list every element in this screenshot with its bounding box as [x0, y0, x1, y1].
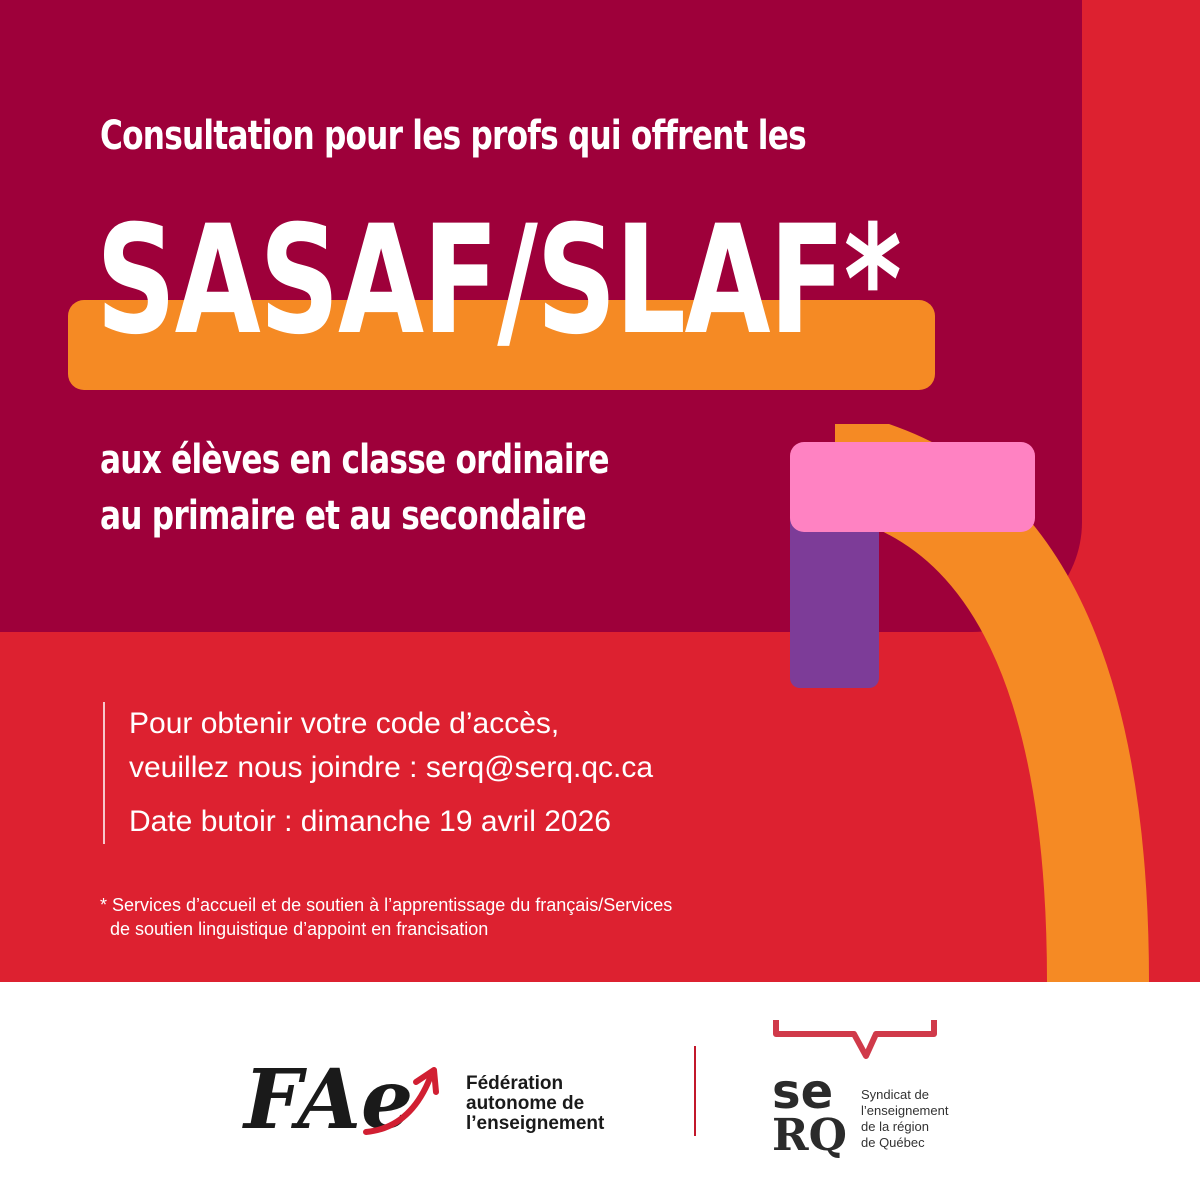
fae-name-line-2: autonome de: [466, 1093, 585, 1114]
footnote-line-2: de soutien linguistique d’appoint en francisation: [110, 919, 489, 939]
fae-name-line-3: l’enseignement: [466, 1113, 605, 1134]
fae-name-line-1: Fédération: [466, 1073, 564, 1094]
footnote: [100, 893, 672, 941]
access-code-text: Pour obtenir votre code d’accès,: [129, 707, 560, 740]
headline-top: Consultation pour les profs qui offrent les: [100, 113, 806, 159]
serq-name-line-1: Syndicat de: [861, 1087, 929, 1102]
fae-logo: [238, 1036, 448, 1146]
footer-divider: [694, 1046, 696, 1136]
pink-block-shape: [790, 442, 1035, 532]
serq-name-line-2: l’enseignement: [861, 1103, 949, 1118]
fae-name: [466, 1074, 604, 1134]
speech-bubble-icon: [776, 1020, 934, 1056]
serq-name-line-3: de la région: [861, 1119, 929, 1134]
serq-logo-bottom: RQ: [772, 1110, 847, 1161]
serq-name: [861, 1087, 948, 1151]
purple-block-shape: [790, 508, 879, 688]
subhead-line-1: aux élèves en classe ordinaire: [100, 437, 609, 483]
deadline-text: Date butoir : dimanche 19 avril 2026: [129, 805, 611, 838]
serq-name-line-4: de Québec: [861, 1135, 925, 1150]
subhead-line-2: au primaire et au secondaire: [100, 493, 586, 539]
fae-logo-text: FAe: [244, 1052, 414, 1146]
headline-big: SASAF/SLAF*: [96, 194, 901, 368]
contact-email-text: veuillez nous joindre : serq@serq.qc.ca: [129, 751, 654, 784]
serq-logo-top: se: [772, 1064, 834, 1120]
footnote-line-1: * Services d’accueil et de soutien à l’apprentissage du français/Services: [100, 895, 673, 915]
contact-info: [103, 702, 653, 844]
